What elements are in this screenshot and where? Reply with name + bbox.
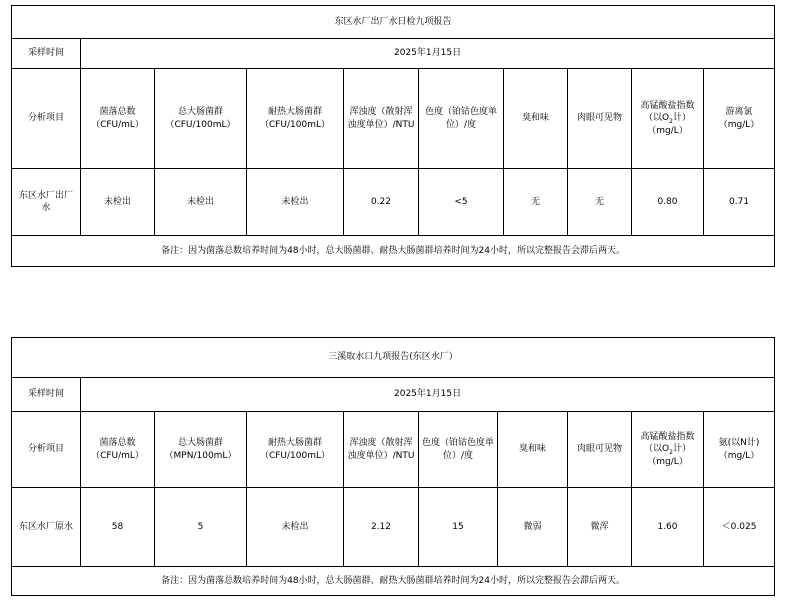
- header-color: 色度（铂钴色度单位）/度: [419, 412, 498, 488]
- header-ammonia: 氨(以N计) （mg/L）: [704, 412, 775, 488]
- report-table-1: [11, 5, 775, 267]
- sampling-date: 2025年1月15日: [81, 378, 775, 412]
- value-odor-taste: 无: [504, 169, 568, 236]
- header-turbidity: 浑浊度（散射浑浊度单位）/NTU: [344, 69, 419, 169]
- header-visible-matter: 肉眼可见物: [568, 69, 632, 169]
- value-permanganate-index: 0.80: [632, 169, 704, 236]
- analysis-item-label: 分析项目: [12, 412, 81, 488]
- sampling-date: 2025年1月15日: [81, 39, 775, 69]
- header-odor-taste: 臭和味: [498, 412, 568, 488]
- value-thermotolerant-coliforms: 未检出: [247, 169, 344, 236]
- header-thermotolerant-coliforms: 耐热大肠菌群 （CFU/100mL）: [247, 412, 344, 488]
- value-total-bacteria: 未检出: [81, 169, 155, 236]
- value-turbidity: 2.12: [344, 488, 419, 567]
- sampling-time-label: 采样时间: [12, 378, 81, 412]
- value-thermotolerant-coliforms: 未检出: [247, 488, 344, 567]
- value-permanganate-index: 1.60: [632, 488, 704, 567]
- analysis-item-label: 分析项目: [12, 69, 81, 169]
- header-visible-matter: 肉眼可见物: [568, 412, 632, 488]
- header-total-coliforms: 总大肠菌群 （MPN/100mL）: [155, 412, 247, 488]
- header-permanganate-index: 高锰酸盐指数（以$O_2$计） （mg/L）: [632, 69, 704, 169]
- value-total-coliforms: 未检出: [155, 169, 247, 236]
- value-total-bacteria: 58: [81, 488, 155, 567]
- header-thermotolerant-coliforms: 耐热大肠菌群 （CFU/100mL）: [247, 69, 344, 169]
- report-title: 东区水厂出厂水日检九项报告: [12, 6, 775, 39]
- value-color: 15: [419, 488, 498, 567]
- value-free-chlorine: 0.71: [704, 169, 775, 236]
- header-free-chlorine: 游离氯 （mg/L）: [704, 69, 775, 169]
- header-color: 色度（铂钴色度单位）/度: [419, 69, 504, 169]
- value-visible-matter: 微浑: [568, 488, 632, 567]
- header-odor-taste: 臭和味: [504, 69, 568, 169]
- value-color: <5: [419, 169, 504, 236]
- value-visible-matter: 无: [568, 169, 632, 236]
- value-odor-taste: 微弱: [498, 488, 568, 567]
- header-total-bacteria: 菌落总数 （CFU/mL）: [81, 69, 155, 169]
- sample-name: 东区水厂出厂水: [12, 169, 81, 236]
- value-total-coliforms: 5: [155, 488, 247, 567]
- report-note: 备注：因为菌落总数培养时间为48小时，总大肠菌群、耐热大肠菌群培养时间为24小时，所以完整报告会滞后两天。: [12, 567, 775, 596]
- header-total-bacteria: 菌落总数 （CFU/mL）: [81, 412, 155, 488]
- value-ammonia: ＜0.025: [704, 488, 775, 567]
- report-note: 备注：因为菌落总数培养时间为48小时，总大肠菌群、耐热大肠菌群培养时间为24小时，所以完整报告会滞后两天。: [12, 236, 775, 267]
- header-permanganate-index: 高锰酸盐指数（以$O_2$计） （mg/L）: [632, 412, 704, 488]
- header-turbidity: 浑浊度（散射浑浊度单位）/NTU: [344, 412, 419, 488]
- value-turbidity: 0.22: [344, 169, 419, 236]
- report-title: 三溪取水口九项报告(东区水厂）: [12, 338, 775, 378]
- sample-name: 东区水厂原水: [12, 488, 81, 567]
- header-total-coliforms: 总大肠菌群 （CFU/100mL）: [155, 69, 247, 169]
- report-table-2: [11, 337, 775, 596]
- sampling-time-label: 采样时间: [12, 39, 81, 69]
